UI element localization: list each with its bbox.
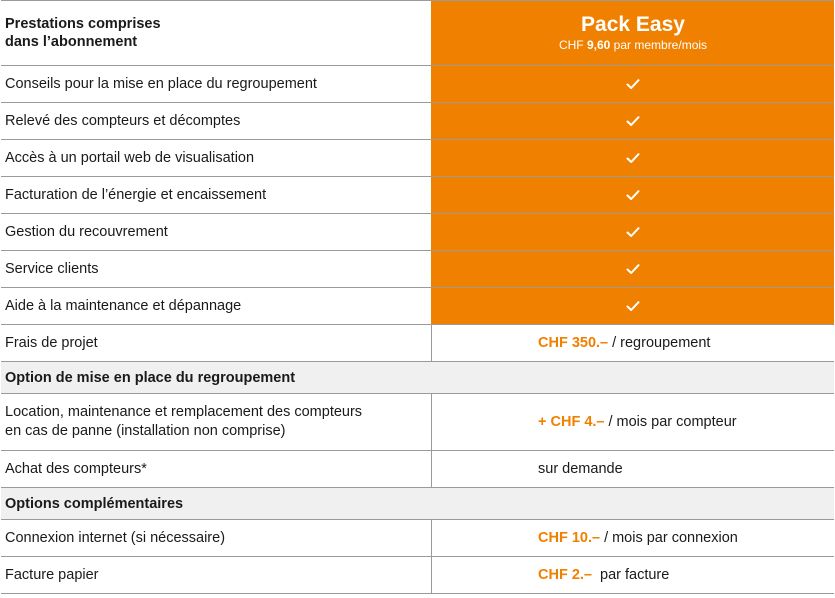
meter-purchase-value: sur demande	[431, 451, 834, 487]
check-icon	[625, 224, 641, 240]
included-service-row	[1, 103, 834, 140]
meter-purchase-row	[1, 451, 834, 488]
project-fee-unit: regroupement	[620, 335, 711, 351]
paper-invoice-value	[431, 557, 834, 593]
pricing-table	[1, 0, 834, 594]
included-service-row	[1, 214, 834, 251]
paper-invoice-amount: CHF 2.–	[538, 567, 592, 583]
included-service-check-cell	[431, 251, 834, 287]
included-service-check-cell	[431, 140, 834, 176]
internet-connection-label: Connexion internet (si nécessaire)	[5, 530, 226, 546]
project-fee-label: Frais de projet	[5, 335, 98, 351]
included-service-label: Gestion du recouvrement	[5, 224, 168, 240]
included-service-label: Accès à un portail web de visualisation	[5, 150, 255, 166]
project-fee-value	[431, 325, 834, 361]
paper-invoice-label: Facture papier	[5, 567, 99, 583]
included-service-check-cell	[431, 103, 834, 139]
project-fee-row	[1, 325, 834, 362]
pack-price-suffix: par membre/mois	[613, 38, 708, 52]
meter-rental-amount: + CHF 4.–	[538, 414, 605, 430]
included-service-row	[1, 177, 834, 214]
included-service-label: Aide à la maintenance et dépannage	[5, 298, 242, 314]
included-service-label: Facturation de l’énergie et encaissement	[5, 187, 267, 203]
internet-connection-row	[1, 520, 834, 557]
meter-rental-unit: mois par compteur	[616, 414, 737, 430]
meter-rental-separator: /	[608, 414, 613, 430]
meter-rental-label-line1: Location, maintenance et remplacement des compteurs	[5, 404, 363, 420]
pack-header-cell	[431, 1, 834, 65]
internet-connection-unit: mois par connexion	[612, 530, 738, 546]
pack-price	[559, 37, 707, 53]
included-service-row	[1, 140, 834, 177]
included-service-label: Conseils pour la mise en place du regroupement	[5, 76, 317, 92]
pack-price-value: 9,60	[586, 38, 611, 52]
header-title-line1: Prestations comprises	[5, 16, 161, 32]
included-service-row	[1, 288, 834, 325]
project-fee-amount: CHF 350.–	[538, 335, 609, 351]
check-icon	[625, 187, 641, 203]
included-service-label: Service clients	[5, 261, 99, 277]
check-icon	[625, 298, 641, 314]
section-header-extra	[1, 488, 834, 520]
internet-connection-separator: /	[604, 530, 609, 546]
internet-connection-value	[431, 520, 834, 556]
meter-purchase-label: Achat des compteurs*	[5, 461, 147, 477]
pack-price-prefix: CHF	[558, 38, 584, 52]
included-service-check-cell	[431, 214, 834, 250]
included-service-check-cell	[431, 66, 834, 102]
section-extra-title: Options complémentaires	[5, 495, 184, 512]
paper-invoice-row	[1, 557, 834, 594]
included-service-row	[1, 251, 834, 288]
header-left-cell	[1, 1, 431, 65]
included-service-row	[1, 66, 834, 103]
meter-rental-label	[1, 394, 431, 450]
section-header-setup	[1, 362, 834, 394]
header-title-line2: dans l’abonnement	[5, 34, 138, 50]
check-icon	[625, 113, 641, 129]
pack-name: Pack Easy	[581, 13, 685, 36]
meter-rental-label-line2: en cas de panne (installation non comprise)	[5, 423, 286, 439]
paper-invoice-unit: par facture	[600, 567, 670, 583]
meter-rental-value	[431, 394, 834, 450]
table-header-row	[1, 0, 834, 66]
project-fee-separator: /	[612, 335, 617, 351]
included-service-check-cell	[431, 288, 834, 324]
check-icon	[625, 261, 641, 277]
check-icon	[625, 150, 641, 166]
included-services	[1, 66, 834, 325]
internet-connection-amount: CHF 10.–	[538, 530, 601, 546]
check-icon	[625, 76, 641, 92]
meter-rental-row	[1, 394, 834, 451]
included-service-label: Relevé des compteurs et décomptes	[5, 113, 241, 129]
included-service-check-cell	[431, 177, 834, 213]
section-setup-title: Option de mise en place du regroupement	[5, 369, 296, 386]
